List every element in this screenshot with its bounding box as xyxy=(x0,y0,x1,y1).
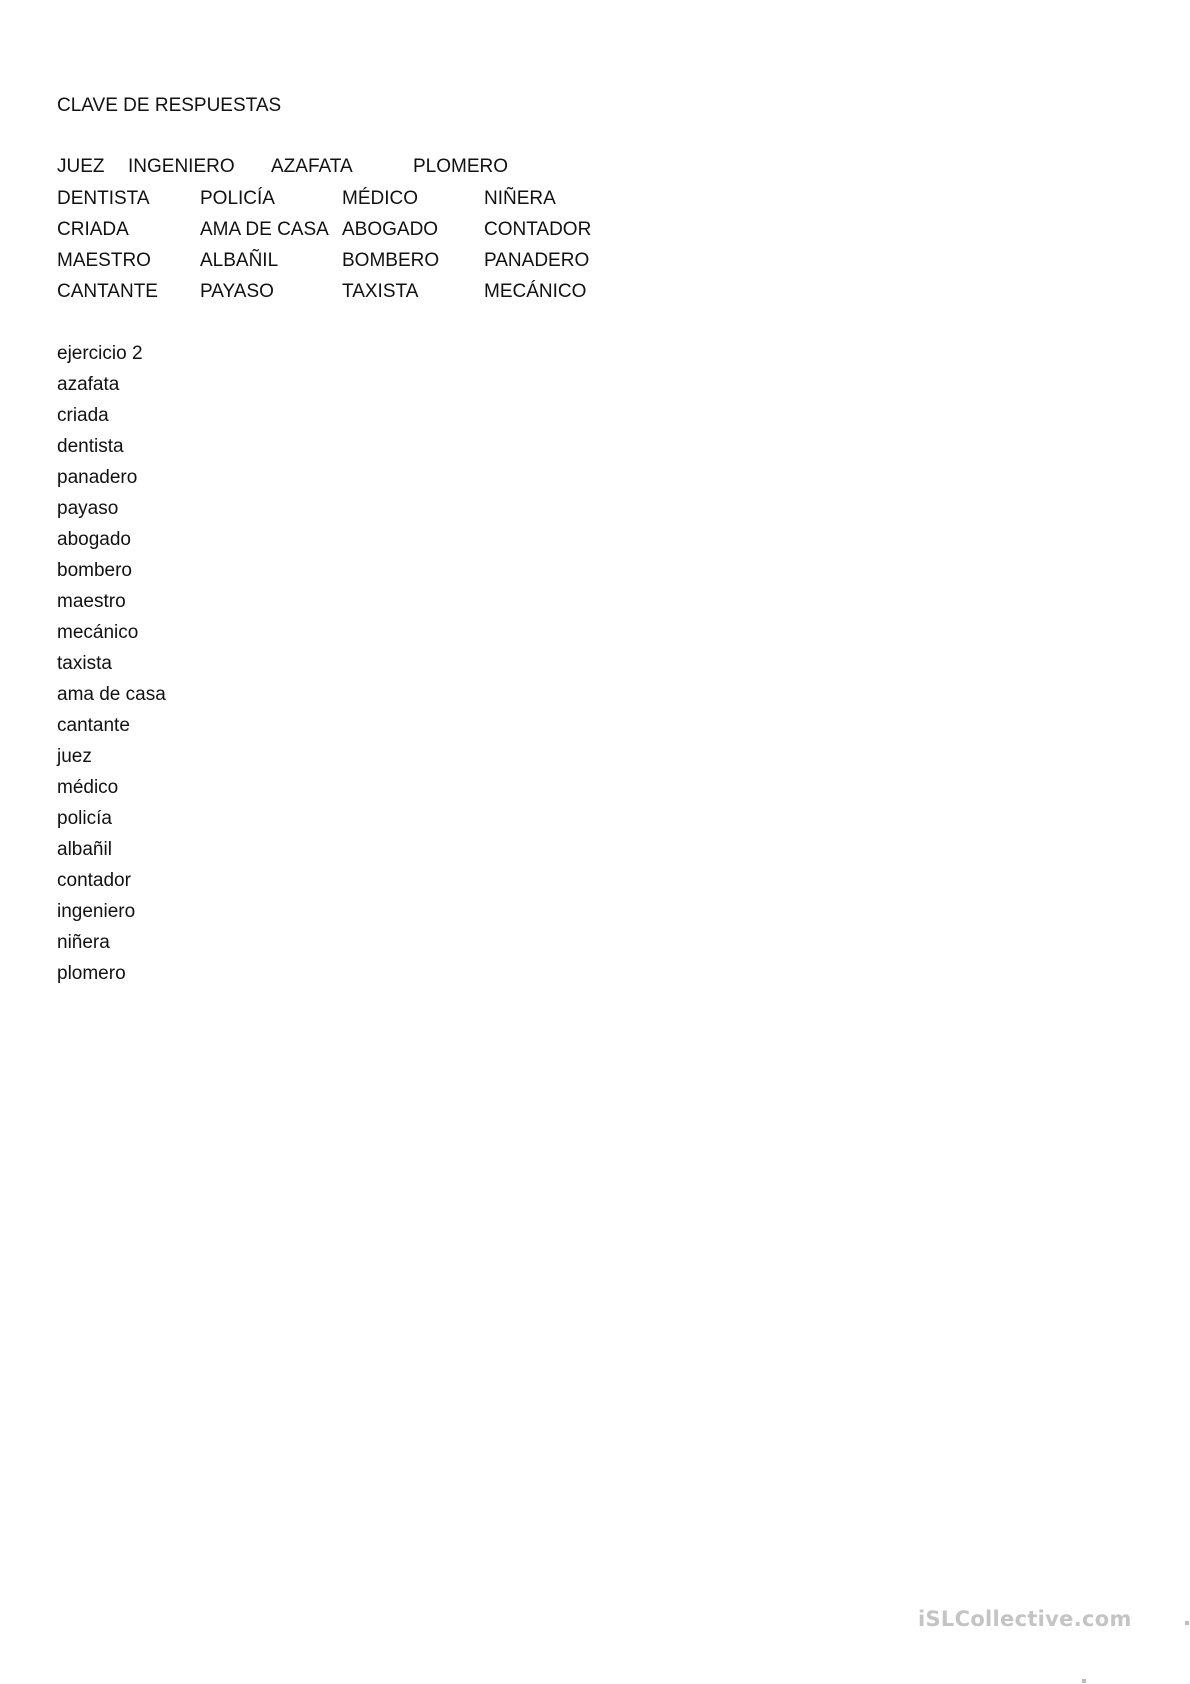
list-item: niñera xyxy=(57,932,110,953)
list-item: abogado xyxy=(57,529,131,550)
answer-word: AZAFATA xyxy=(271,156,353,177)
list-item: ama de casa xyxy=(57,684,166,705)
answer-word: PLOMERO xyxy=(413,156,509,177)
list-item: criada xyxy=(57,405,109,426)
answer-word: CANTANTE xyxy=(57,281,158,302)
speck-mark xyxy=(1082,1679,1086,1683)
answer-word: INGENIERO xyxy=(128,156,235,177)
list-item: albañil xyxy=(57,839,112,860)
list-item: dentista xyxy=(57,436,124,457)
list-item: panadero xyxy=(57,467,138,488)
list-item: cantante xyxy=(57,715,130,736)
list-item: bombero xyxy=(57,560,132,581)
list-item: maestro xyxy=(57,591,126,612)
answer-word: MÉDICO xyxy=(342,188,418,209)
answer-word: PANADERO xyxy=(484,250,590,271)
list-item: policía xyxy=(57,808,112,829)
list-item: contador xyxy=(57,870,131,891)
speck-mark xyxy=(1185,1621,1189,1625)
answer-word: MAESTRO xyxy=(57,250,151,271)
answer-word: AMA DE CASA xyxy=(200,219,329,240)
answer-word: ALBAÑIL xyxy=(200,250,279,271)
list-item: médico xyxy=(57,777,119,798)
answer-word: TAXISTA xyxy=(342,281,419,302)
answer-word: CONTADOR xyxy=(484,219,592,240)
answer-word: MECÁNICO xyxy=(484,281,587,302)
list-item: payaso xyxy=(57,498,119,519)
answer-word: JUEZ xyxy=(57,156,105,177)
list-item: mecánico xyxy=(57,622,139,643)
list-item: azafata xyxy=(57,374,120,395)
list-item: juez xyxy=(57,746,92,767)
answer-word: POLICÍA xyxy=(200,188,275,209)
watermark-logo: iSLCollective.com xyxy=(918,1607,1132,1631)
exercise-2-heading: ejercicio 2 xyxy=(57,343,143,364)
list-item: plomero xyxy=(57,963,126,984)
answer-word: DENTISTA xyxy=(57,188,150,209)
answer-word: BOMBERO xyxy=(342,250,440,271)
list-item: taxista xyxy=(57,653,112,674)
answer-key-title: CLAVE DE RESPUESTAS xyxy=(57,95,282,116)
answer-word: PAYASO xyxy=(200,281,274,302)
answer-word: NIÑERA xyxy=(484,188,556,209)
answer-word: ABOGADO xyxy=(342,219,439,240)
list-item: ingeniero xyxy=(57,901,136,922)
answer-word: CRIADA xyxy=(57,219,129,240)
